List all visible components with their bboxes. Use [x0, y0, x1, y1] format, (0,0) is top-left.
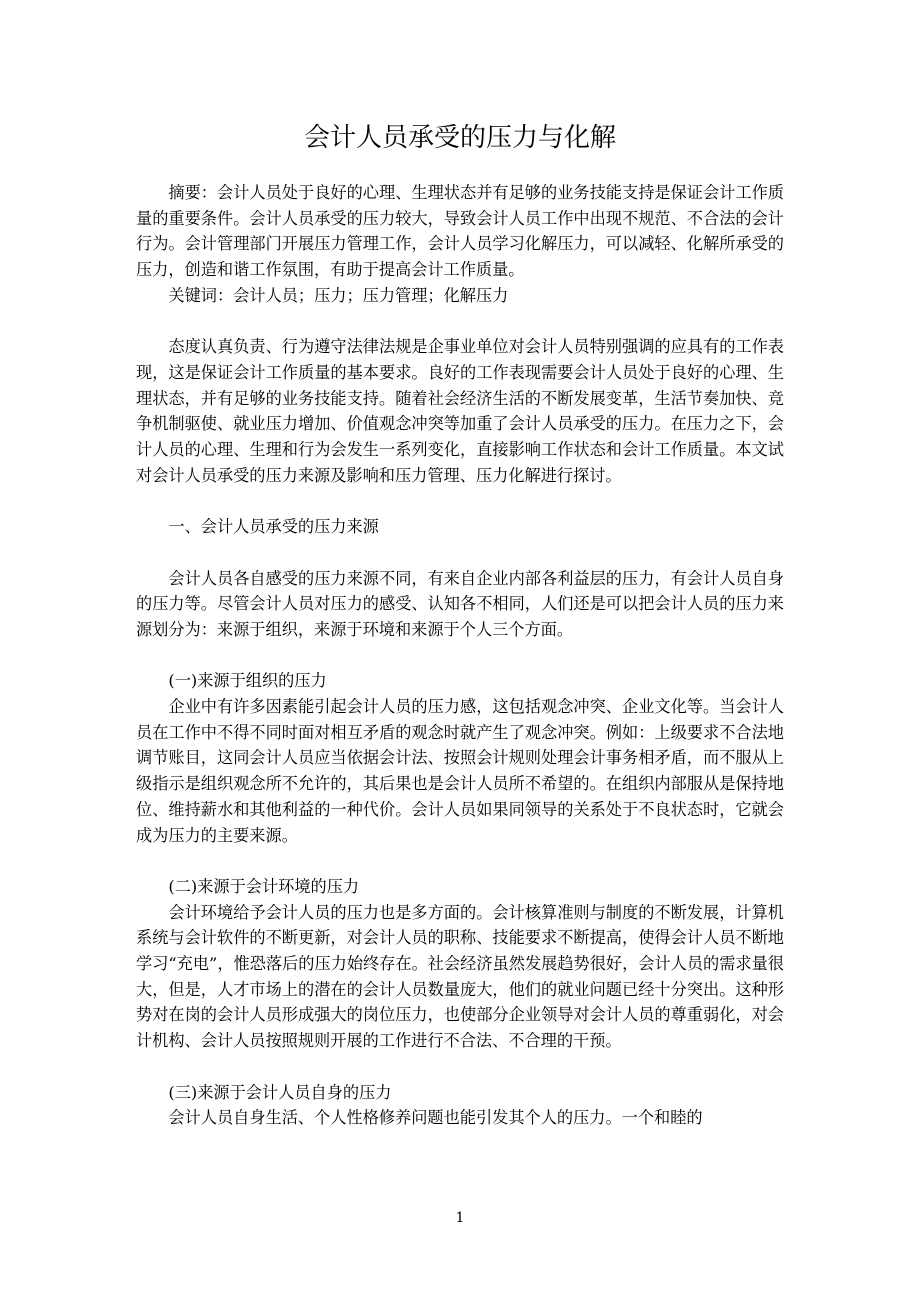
subsection-heading-2: (二)来源于会计环境的压力: [168, 876, 360, 896]
section-heading-1: 一、会计人员承受的压力来源: [168, 517, 379, 537]
subsection-3-paragraph: 会计人员自身生活、个人性格修养问题也能引发其个人的压力。一个和睦的: [168, 1108, 703, 1128]
subsection-heading-1: (一)来源于组织的压力: [168, 671, 327, 691]
abstract-paragraph: 摘要：会计人员处于良好的心理、生理状态并有足够的业务技能支持是保证会计工作质量的重要条件。会计人员承受的压力较大，导致会计人员工作中出现不规范、不合法的会计行为。会计管理部门开展压力管理工作，会计人员学习化解压力，可以减轻、化解所承受的压力，创造和谐工作氛围，有助于提高会计工作质量。: [136, 183, 784, 280]
section-1-paragraph: 会计人员各自感受的压力来源不同，有来自企业内部各利益层的压力，有会计人员自身的压力等。尽管会计人员对压力的感受、认知各不相同，人们还是可以把会计人员的压力来源划分为：来源于组织，来源于环境和来源于个人三个方面。: [136, 568, 784, 639]
document-body: [136, 180, 784, 1131]
subsection-1-paragraph: 企业中有许多因素能引起会计人员的压力感，这包括观念冲突、企业文化等。当会计人员在工作中不得不同时面对相互矛盾的观念时就产生了观念冲突。例如：上级要求不合法地调节账目，这同会计人员应当依据会计法、按照会计规则处理会计事务相矛盾，而不服从上级指示是组织观念所不允许的，其后果也是会计人员所不希望的。在组织内部服从是保持地位、维持薪水和其他利益的一种代价。会计人员如果同领导的关系处于不良状态时，它就会成为压力的主要来源。: [136, 697, 784, 845]
subsection-heading-3: (三)来源于会计人员自身的压力: [168, 1082, 392, 1102]
keywords-paragraph: 关键词：会计人员；压力；压力管理；化解压力: [168, 285, 509, 305]
page-number: 1: [455, 1210, 465, 1226]
intro-paragraph: 态度认真负责、行为遵守法律法规是企事业单位对会计人员特别强调的应具有的工作表现，这是保证会计工作质量的基本要求。良好的工作表现需要会计人员处于良好的心理、生理状态，并有足够的业务技能支持。随着社会经济生活的不断发展变革，生活节奏加快、竞争机制驱使、就业压力增加、价值观念冲突等加重了会计人员承受的压力。在压力之下，会计人员的心理、生理和行为会发生一系列变化，直接影响工作状态和会计工作质量。本文试对会计人员承受的压力来源及影响和压力管理、压力化解进行探讨。: [136, 337, 784, 485]
document-title: 会计人员承受的压力与化解: [303, 123, 616, 153]
subsection-2-paragraph: 会计环境给予会计人员的压力也是多方面的。会计核算准则与制度的不断发展，计算机系统与会计软件的不断更新，对会计人员的职称、技能要求不断提高，使得会计人员不断地学习“充电”，惟恐落后的压力始终存在。社会经济虽然发展趋势很好，会计人员的需求量很大，但是，人才市场上的潜在的会计人员数量庞大，他们的就业问题已经十分突出。这种形势对在岗的会计人员形成强大的岗位压力，也使部分企业领导对会计人员的尊重弱化，对会计机构、会计人员按照规则开展的工作进行不合法、不合理的干预。: [136, 902, 784, 1051]
